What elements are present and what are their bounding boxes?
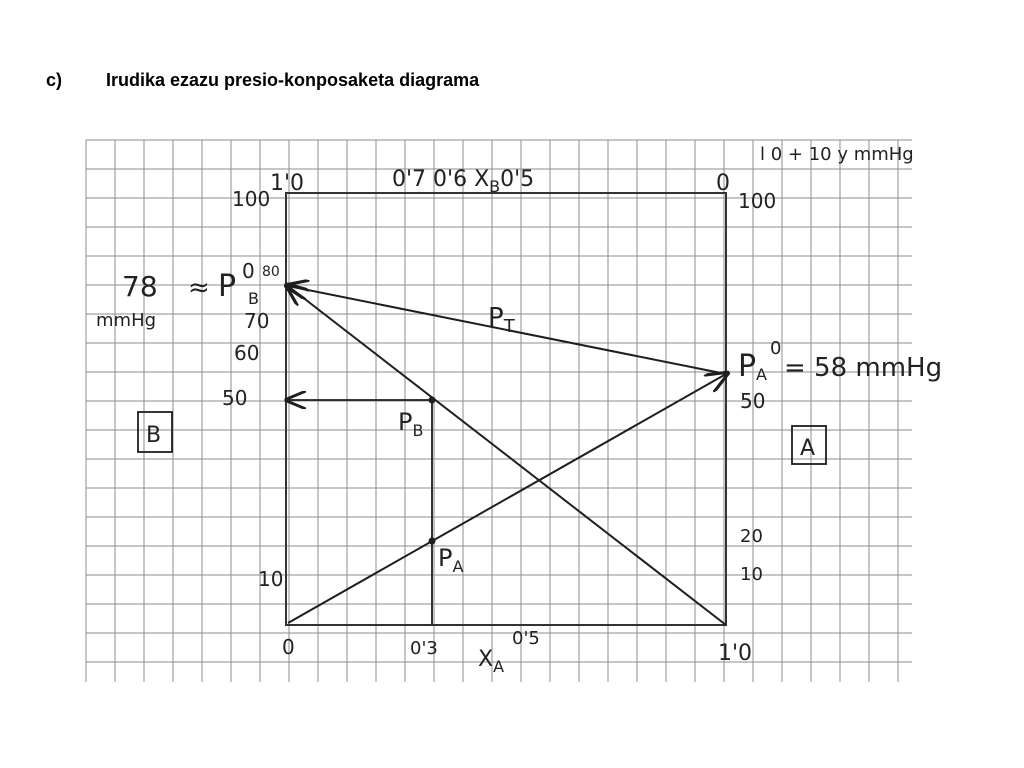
diagram-frame [286,193,726,625]
pa-line [288,374,726,623]
left-tick-80: 80 [262,264,280,280]
right-tick-20: 20 [740,526,763,547]
right-tick-50: 50 [740,389,766,413]
right-tick-100: 100 [738,189,777,213]
top-left-value: 1'0 [270,171,305,196]
pa-pure-value: = 58 mmHg [784,353,943,383]
left-tick-10: 10 [258,567,284,591]
pa-point [429,538,436,545]
region-b-label: B [146,423,162,448]
pa-pure-sup: 0 [770,338,782,359]
top-right-value: 0 [716,171,730,196]
pb-pure-sub: B [248,289,259,308]
left-tick-70: 70 [244,309,270,333]
top-axis-label: 0'7 0'6 $X_B0'5$ [392,167,535,196]
region-a-label: A [800,436,816,461]
left-tick-50: 50 [222,386,248,410]
heading-label: c) [46,70,63,90]
pb-point [429,397,436,404]
pb-label: $P_B$ [398,408,424,440]
pt-label: $P_T$ [488,303,515,337]
top-right-scribble: l 0 + 10 y mmHg [760,144,914,165]
bottom-right-value: 1'0 [718,641,753,666]
bottom-left-value: 0 [282,635,295,659]
pa-label: $P_A$ [438,544,464,576]
pb-pure-sup: 0 [242,259,255,283]
pa-pure-sub: A [756,365,767,384]
bottom-mid-value-2: 0'5 [512,628,540,649]
pb-pure-value: 78 [122,270,158,303]
bottom-mid-value: 0'3 [410,638,438,659]
bottom-axis-label: $X_A$ [478,647,505,676]
left-tick-100: 100 [232,187,271,211]
right-tick-10: 10 [740,564,763,585]
pa-pure-symbol: P [738,349,757,384]
pb-pure-symbol: P [218,269,237,304]
pb-pure-unit: mmHg [96,310,157,331]
grid-paper [86,140,912,682]
heading-text: Irudika ezazu presio-konposaketa diagrama [106,70,480,90]
approx-sign: ≈ [188,273,210,303]
left-tick-60: 60 [234,341,260,365]
